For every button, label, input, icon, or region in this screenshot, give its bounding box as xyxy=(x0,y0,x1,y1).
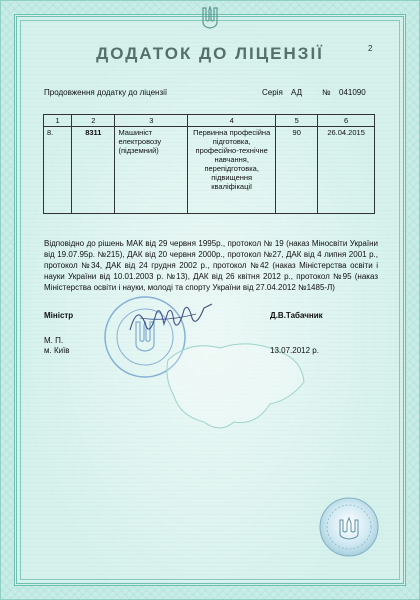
continuation-label: Продовження додатку до ліцензії xyxy=(44,88,168,97)
profession-name: Машиніст електровозу (підземний) xyxy=(115,127,188,214)
table-header-cell: 6 xyxy=(318,115,375,127)
city-label: м. Київ xyxy=(44,346,70,355)
series-label: Серія xyxy=(262,88,283,97)
license-table xyxy=(43,114,375,214)
page-title: ДОДАТОК ДО ЛІЦЕНЗІЇ xyxy=(96,44,324,63)
table-header-cell: 2 xyxy=(72,115,115,127)
quantity: 90 xyxy=(276,127,318,214)
issue-date: 13.07.2012 р. xyxy=(270,346,319,355)
row-number: 8. xyxy=(44,127,72,214)
page-number: 2 xyxy=(368,44,373,53)
series-value: АД xyxy=(291,88,303,97)
trident-emblem-icon xyxy=(201,6,219,30)
profession-code: 8311 xyxy=(72,127,115,214)
number-label: № xyxy=(322,88,331,97)
training-type: Первинна професійна підготовка, професійно-технічне навчання, перепідготовка, підвищення кваліфікації xyxy=(188,127,276,214)
signatory-position: Міністр xyxy=(44,311,74,320)
expiry-date: 26.04.2015 xyxy=(318,127,375,214)
table-header-cell: 5 xyxy=(276,115,318,127)
table-header-cell: 3 xyxy=(115,115,188,127)
table-row xyxy=(44,127,375,214)
hologram-sticker-icon xyxy=(318,496,380,558)
signatory-name: Д.В.Табачник xyxy=(270,311,323,320)
table-header-row xyxy=(44,115,375,127)
table-header-cell: 1 xyxy=(44,115,72,127)
decision-paragraph: Відповідно до рішень МАК від 29 червня 1995р., протокол № 19 (наказ Міносвіти України від 19.07.95р. №215), ДАК від 20 червня 2000р., протокол №27, ДАК від 4 липня 2001 р., протокол №34, ДАК від 24 грудня 2002 р., протокол №42 (наказ Міністерства освіти і науки України від 10.01.2003 р. №13), ДАК від 26 квітня 2012 р., протокол №95 (наказ Міністерства освіти і науки, молоді та спорту України від 27.04.2012 №1485-Л) xyxy=(44,239,378,292)
stamp-place-label: М. П. xyxy=(44,336,64,345)
number-value: 041090 xyxy=(339,88,366,97)
table-header-cell: 4 xyxy=(188,115,276,127)
